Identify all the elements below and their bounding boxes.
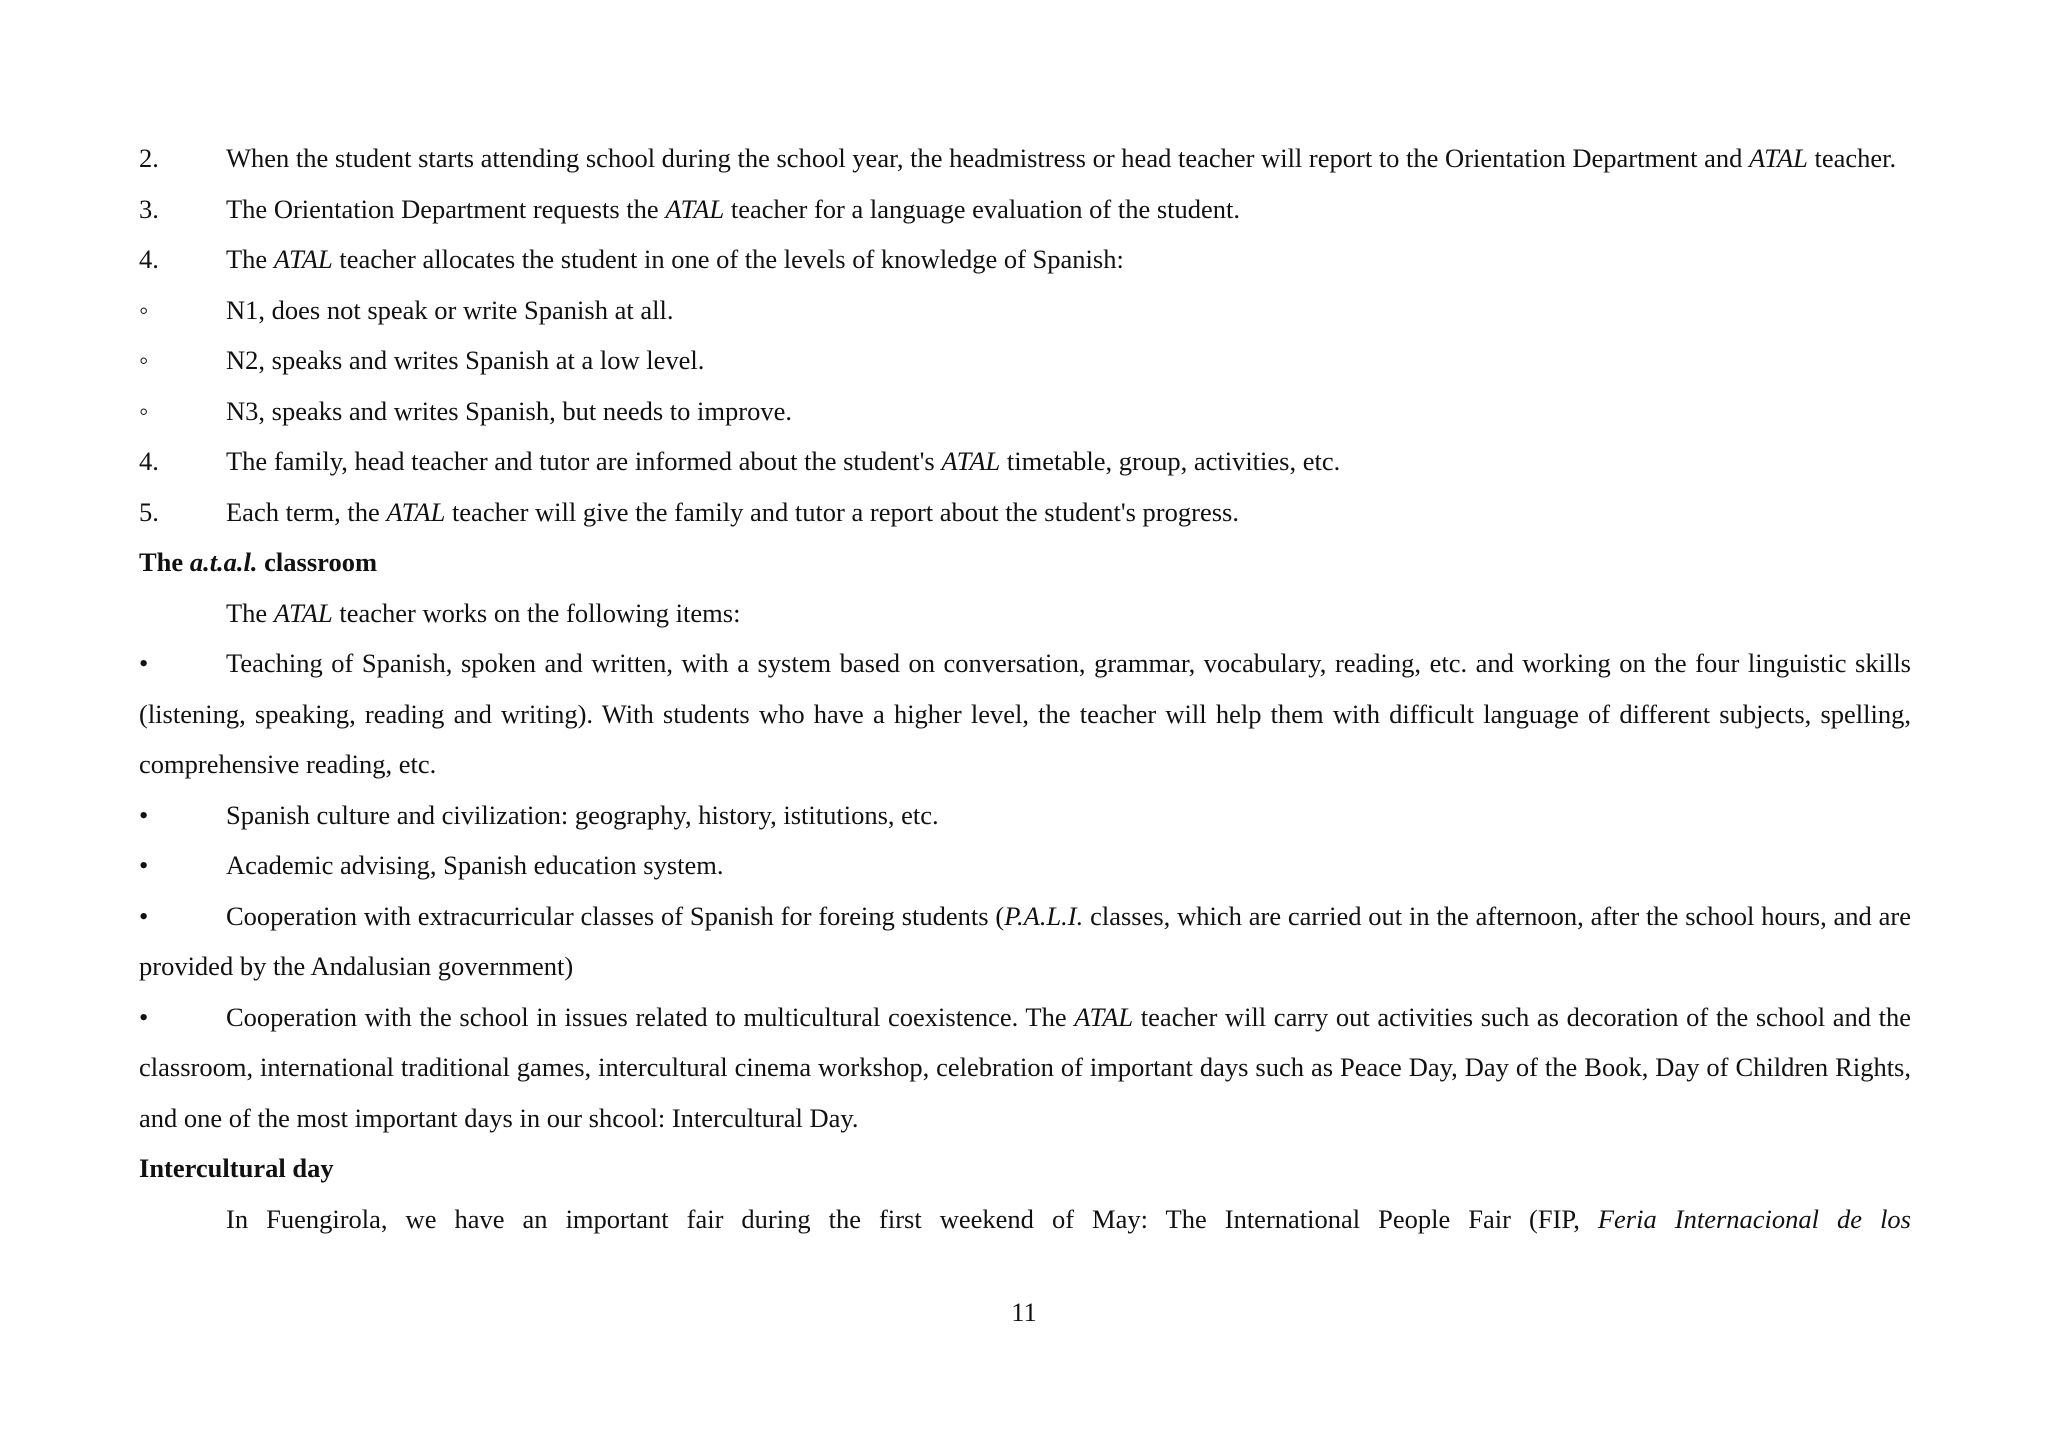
text-part: The family, head teacher and tutor are informed about the student's — [226, 446, 942, 476]
list-item-5 — [139, 487, 1911, 538]
level-item-n1 — [139, 285, 1911, 336]
bullet-text-end: classes, which are carried out in the afternoon, after the school hours, and are provided by the Andalusian government) — [139, 900, 1911, 981]
list-marker: 3. — [139, 193, 159, 224]
text-part: The — [226, 597, 274, 628]
bullet-text-end: teacher will carry out activities such as decoration of the school and the classroom, international traditional games, intercultural cinema workshop, celebration of important days such as Peace Day, Day of the Book, Day of Children Rights, and one of the most important days in our shcool: Intercultural Day. — [139, 1001, 1911, 1133]
text-part: teacher for a language evaluation of the student. — [724, 193, 1241, 224]
text-part: Each term, the — [226, 496, 387, 527]
text-part: timetable, group, activities, etc. — [1000, 446, 1341, 476]
text-part: The — [226, 244, 274, 274]
intercultural-paragraph — [139, 1194, 1911, 1245]
fip-spanish-name: Feria Internacional de los — [1597, 1203, 1911, 1234]
bullet-marker: • — [139, 799, 149, 830]
level-text: N1, does not speak or write Spanish at all. — [226, 294, 674, 325]
list-marker: 4. — [139, 446, 159, 476]
section-heading-intercultural-day: Intercultural day — [139, 1153, 334, 1183]
heading-italic-term: a.t.a.l. — [189, 547, 258, 577]
level-item-n3 — [139, 386, 1911, 437]
atal-term: ATAL — [273, 597, 333, 628]
page-number: 11 — [1011, 1297, 1037, 1327]
bullet-text: Cooperation with the school in issues related to multicultural coexistence. The — [226, 1001, 1075, 1032]
bullet-item-extracurricular — [139, 891, 1911, 992]
bullet-item-multicultural — [139, 992, 1911, 1144]
page-content — [139, 133, 1911, 1244]
list-item-text: When the student starts attending school during the school year, the headmistress or head teacher will report to the Orientation Department and — [226, 143, 1749, 173]
list-item-text — [226, 234, 1911, 285]
bullet-marker: • — [139, 648, 149, 678]
text-part: teacher will give the family and tutor a report about the student's progress. — [445, 496, 1239, 527]
text-part: teacher works on the following items: — [332, 597, 741, 628]
bullet-text: Spanish culture and civilization: geography, history, istitutions, etc. — [226, 799, 939, 830]
bullet-item-culture — [139, 790, 1911, 841]
level-item-n2 — [139, 335, 1911, 386]
list-item-text — [226, 184, 1911, 235]
bullet-text: Teaching of Spanish, spoken and written, with a system based on conversation, grammar, vocabulary, reading, etc. and working on the four linguistic skills (listening, speaking, reading and writing). With students who have a higher level, the teacher will help them with difficult language of different subjects, spelling, comprehensive reading, etc. — [139, 648, 1911, 779]
level-text: N3, speaks and writes Spanish, but needs to improve. — [226, 395, 792, 426]
atal-term: ATAL — [1074, 1001, 1134, 1032]
list-marker: 4. — [139, 244, 159, 274]
list-item-4-family — [139, 436, 1911, 487]
list-marker: 5. — [139, 496, 159, 527]
list-marker: ◦ — [139, 395, 149, 426]
atal-term: ATAL — [386, 496, 446, 527]
atal-term: ATAL — [273, 244, 333, 274]
list-item-text — [226, 487, 1911, 538]
list-marker: 2. — [139, 143, 159, 173]
list-item-text — [226, 436, 1911, 487]
text-part: The Orientation Department requests the — [226, 193, 666, 224]
list-item-text-end: teacher. — [1807, 143, 1897, 173]
atal-term: ATAL — [1748, 143, 1808, 173]
bullet-text: Academic advising, Spanish education system. — [226, 850, 724, 880]
atal-term: ATAL — [941, 446, 1001, 476]
list-marker: ◦ — [139, 294, 149, 325]
bullet-text: Cooperation with extracurricular classes of Spanish for foreing students ( — [226, 900, 1005, 931]
heading-part: The — [139, 547, 190, 577]
bullet-marker: • — [139, 850, 149, 880]
section-intro-paragraph — [139, 588, 1911, 639]
section-heading-atal-classroom — [139, 537, 1911, 588]
bullet-marker: • — [139, 900, 149, 931]
list-item-4-levels — [139, 234, 1911, 285]
text-part: In Fuengirola, we have an important fair during the first weekend of May: The International People Fair (FIP, — [226, 1203, 1598, 1234]
pali-term: P.A.L.I. — [1004, 900, 1084, 931]
level-text: N2, speaks and writes Spanish at a low level. — [226, 345, 705, 375]
heading-part: classroom — [257, 547, 378, 577]
bullet-item-academic-advising — [139, 840, 1911, 891]
list-marker: ◦ — [139, 345, 149, 375]
list-item-3 — [139, 184, 1911, 235]
bullet-item-teaching-spanish — [139, 638, 1911, 790]
bullet-marker: • — [139, 1001, 149, 1032]
text-part: teacher allocates the student in one of the levels of knowledge of Spanish: — [332, 244, 1124, 274]
atal-term: ATAL — [665, 193, 725, 224]
list-item-2 — [139, 133, 1911, 184]
